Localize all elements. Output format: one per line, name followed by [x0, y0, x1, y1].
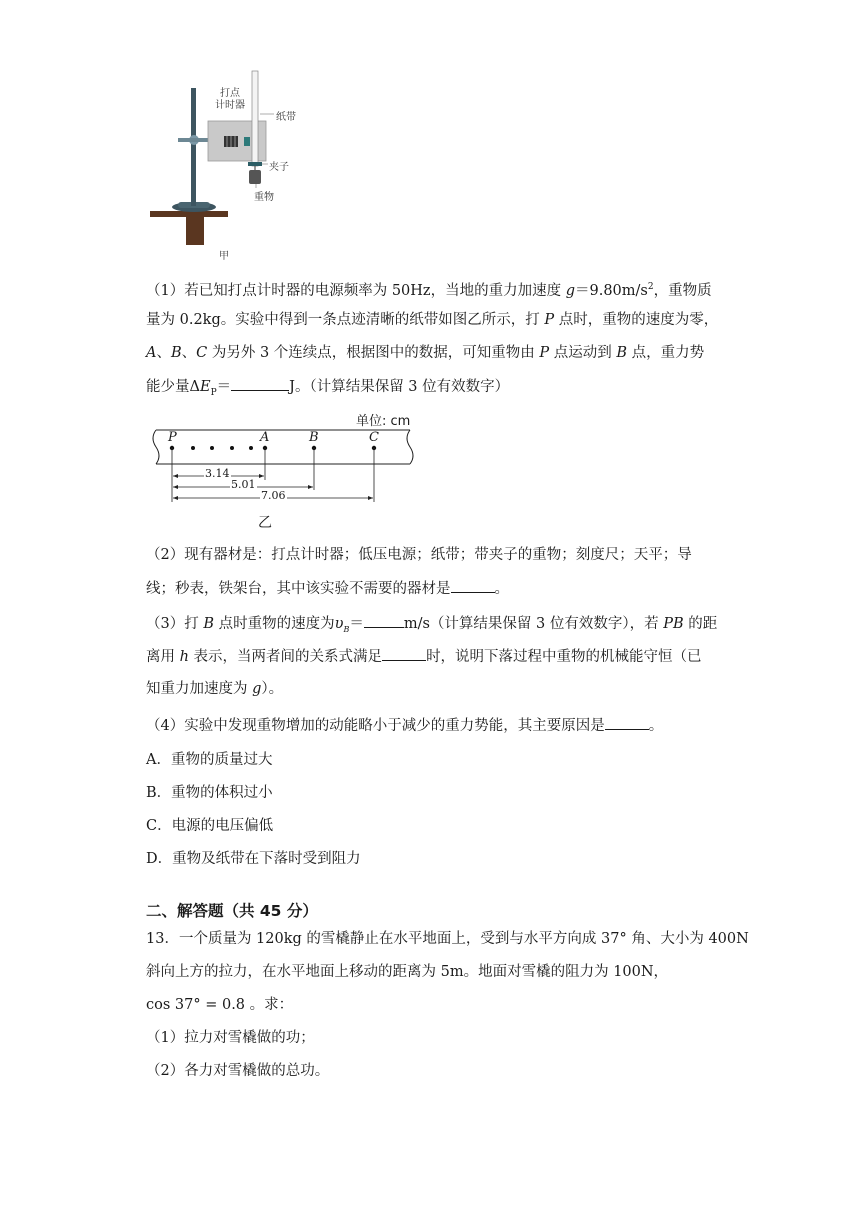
q4-line-1: （4）实验中发现重物增加的动能略小于减少的重力势能，其主要原因是 。 [146, 715, 663, 736]
point-label-C: C [369, 430, 379, 445]
answer-blank-unneeded-equipment[interactable] [451, 578, 495, 593]
dist-label-c: 7.06 [261, 489, 286, 502]
q4-option-d[interactable]: D．重物及纸带在下落时受到阻力 [146, 851, 361, 867]
dist-label-a: 3.14 [205, 467, 230, 480]
q1-line-1: （1）若已知打点计时器的电源频率为 50Hz，当地的重力加速度 $g=9.80m/s^2$，重物质 [146, 282, 712, 299]
figure-jia [148, 66, 318, 266]
section-2-title: 二、解答题（共 45 分） [146, 902, 318, 920]
q13-line-2: 斜向上方的拉力，在水平地面上移动的距离为 5m。地面对雪橇的阻力为 100N， [146, 964, 669, 980]
weight-label: 重物 [254, 192, 274, 203]
q13-line-1: 13．一个质量为 120kg 的雪橇静止在水平地面上，受到与水平方向成 37° 角、大小为 400N [146, 931, 749, 947]
timer-label: 打点 计时器 [215, 88, 245, 111]
dist-label-b: 5.01 [231, 478, 256, 491]
point-label-A: A [260, 430, 270, 445]
answer-blank-relation[interactable] [382, 646, 426, 661]
q2-line-1: （2）现有器材是：打点计时器；低压电源；纸带；带夹子的重物；刻度尺；天平；导 [146, 547, 692, 563]
q4-option-a[interactable]: A．重物的质量过大 [146, 752, 273, 768]
answer-blank-delta-ep[interactable] [231, 376, 289, 391]
figure-yi-caption: 乙 [258, 515, 272, 531]
q1-line-3: A、B、C 为另外 3 个连续点，根据图中的数据，可知重物由 P 点运动到 B 点，重力势 [146, 345, 705, 361]
q13-sub-2: （2）各力对雪橇做的总功。 [146, 1063, 330, 1079]
q1-line-2: 量为 0.2kg。实验中得到一条点迹清晰的纸带如图乙所示，打 P 点时，重物的速度为零， [146, 312, 719, 328]
q1-line-4: 能少量$\Delta E_P= J$。（计算结果保留 3 位有效数字） [146, 376, 509, 403]
q3-line-3: 知重力加速度为 g）。 [146, 681, 284, 697]
q4-option-b[interactable]: B．重物的体积过小 [146, 785, 273, 801]
figure-yi [148, 410, 418, 534]
unit-label: 单位: cm [356, 414, 411, 429]
q13-sub-1: （1）拉力对雪橇做的功； [146, 1030, 315, 1046]
clip-label: 夹子 [269, 162, 289, 173]
q3-line-1: （3）打 B 点时重物的速度为$\upsilon_B= m/s$（计算结果保留 3 位有效数字），若 PB 的距 [146, 613, 717, 640]
point-label-B: B [309, 430, 319, 445]
q4-option-c[interactable]: C．电源的电压偏低 [146, 818, 274, 834]
q3-line-2: 离用 h 表示，当两者间的关系式满足 时，说明下落过程中重物的机械能守恒（已 [146, 646, 702, 667]
answer-blank-velocity-b[interactable] [364, 613, 404, 628]
tape-label: 纸带 [276, 112, 296, 123]
answer-blank-main-reason[interactable] [605, 715, 649, 730]
q2-line-2: 线；秒表，铁架台，其中该实验不需要的器材是 。 [146, 578, 509, 599]
q13-line-3: cos 37° = 0.8 。求： [146, 997, 294, 1013]
point-label-P: P [168, 430, 177, 445]
figure-jia-caption: 甲 [219, 251, 229, 262]
